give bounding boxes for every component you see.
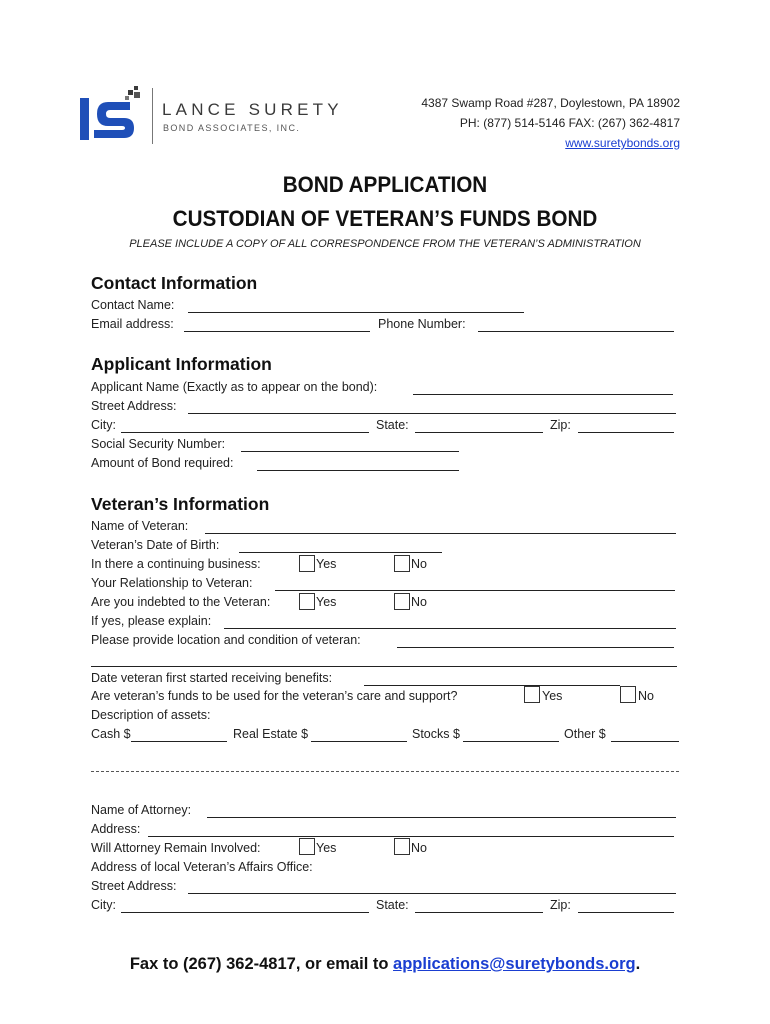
footer-period: . — [635, 955, 641, 973]
contact-name-label: Contact Name: — [91, 298, 175, 312]
footer-text: Fax to (267) 362-4817, or email to — [129, 955, 394, 973]
lance-surety-logo — [80, 86, 142, 144]
veteran-dob-field[interactable] — [239, 539, 442, 553]
form-instruction: PLEASE INCLUDE A COPY OF ALL CORRESPONDENCE FROM THE VETERAN’S ADMINISTRATION — [129, 238, 641, 250]
continuing-business-yes-label: Yes — [316, 557, 337, 571]
applicant-state-label: State: — [376, 418, 409, 432]
funds-care-no-checkbox[interactable] — [620, 686, 636, 703]
bond-amount-field[interactable] — [257, 457, 459, 471]
attorney-involved-no-checkbox[interactable] — [394, 838, 410, 855]
company-subtitle: BOND ASSOCIATES, INC. — [163, 123, 301, 133]
va-zip-field[interactable] — [578, 899, 674, 913]
company-phone-fax: PH: (877) 514-5146 FAX: (267) 362-4817 — [459, 116, 680, 130]
stocks-label: Stocks $ — [412, 727, 460, 741]
ssn-field[interactable] — [241, 438, 459, 452]
explain-label: If yes, please explain: — [91, 614, 212, 628]
va-street-label: Street Address: — [91, 879, 177, 893]
va-city-field[interactable] — [121, 899, 369, 913]
va-street-field[interactable] — [188, 880, 676, 894]
funds-care-yes-label: Yes — [542, 689, 563, 703]
continuing-business-no-checkbox[interactable] — [394, 555, 410, 572]
attorney-involved-yes-label: Yes — [316, 841, 337, 855]
applicant-zip-label: Zip: — [550, 418, 571, 432]
va-state-label: State: — [376, 898, 409, 912]
contact-section-heading: Contact Information — [91, 273, 258, 293]
cash-field[interactable] — [131, 728, 227, 742]
relationship-label: Your Relationship to Veteran: — [91, 576, 253, 590]
contact-name-field[interactable] — [188, 299, 524, 313]
continuing-business-no-label: No — [411, 557, 427, 571]
location-condition-field-line2[interactable] — [91, 653, 677, 667]
applicant-section-heading: Applicant Information — [91, 354, 272, 374]
form-subtitle-bond-type: CUSTODIAN OF VETERAN’S FUNDS BOND — [172, 206, 598, 231]
footer-instruction — [0, 955, 770, 974]
veteran-section-heading: Veteran’s Information — [91, 494, 270, 514]
location-condition-field[interactable] — [397, 634, 674, 648]
va-state-field[interactable] — [415, 899, 543, 913]
email-field[interactable] — [184, 318, 370, 332]
applicant-zip-field[interactable] — [578, 419, 674, 433]
section-separator — [91, 771, 679, 772]
va-city-label: City: — [91, 898, 116, 912]
logo-divider — [152, 88, 153, 144]
funds-care-yes-checkbox[interactable] — [524, 686, 540, 703]
explain-field[interactable] — [224, 615, 676, 629]
indebted-no-label: No — [411, 595, 427, 609]
continuing-business-label: In there a continuing business: — [91, 557, 261, 571]
applicant-name-field[interactable] — [413, 381, 673, 395]
cash-label: Cash $ — [91, 727, 131, 741]
location-condition-label: Please provide location and condition of veteran: — [91, 633, 361, 647]
applicant-state-field[interactable] — [415, 419, 543, 433]
va-zip-label: Zip: — [550, 898, 571, 912]
footer-email-link[interactable]: applications@suretybonds.org — [393, 955, 636, 973]
veteran-name-field[interactable] — [205, 520, 676, 534]
applicant-city-label: City: — [91, 418, 116, 432]
veteran-dob-label: Veteran’s Date of Birth: — [91, 538, 220, 552]
bond-amount-label: Amount of Bond required: — [91, 456, 234, 470]
company-address: 4387 Swamp Road #287, Doylestown, PA 18902 — [421, 96, 680, 110]
veteran-name-label: Name of Veteran: — [91, 519, 189, 533]
company-website-link[interactable]: www.suretybonds.org — [565, 136, 680, 150]
continuing-business-yes-checkbox[interactable] — [299, 555, 315, 572]
funds-care-label: Are veteran’s funds to be used for the veteran’s care and support? — [91, 689, 458, 703]
applicant-street-label: Street Address: — [91, 399, 177, 413]
phone-label: Phone Number: — [378, 317, 466, 331]
other-field[interactable] — [611, 728, 679, 742]
ssn-label: Social Security Number: — [91, 437, 226, 451]
real-estate-label: Real Estate $ — [233, 727, 309, 741]
applicant-city-field[interactable] — [121, 419, 369, 433]
applicant-name-label: Applicant Name (Exactly as to appear on the bond): — [91, 380, 378, 394]
attorney-involved-yes-checkbox[interactable] — [299, 838, 315, 855]
indebted-no-checkbox[interactable] — [394, 593, 410, 610]
attorney-involved-label: Will Attorney Remain Involved: — [91, 841, 261, 855]
company-name: LANCE SURETY — [162, 100, 343, 119]
email-label: Email address: — [91, 317, 174, 331]
other-label: Other $ — [564, 727, 606, 741]
applicant-street-field[interactable] — [188, 400, 676, 414]
relationship-field[interactable] — [275, 577, 675, 591]
attorney-name-label: Name of Attorney: — [91, 803, 192, 817]
benefits-start-field[interactable] — [364, 672, 620, 686]
phone-field[interactable] — [478, 318, 674, 332]
indebted-yes-label: Yes — [316, 595, 337, 609]
benefits-start-label: Date veteran first started receiving benefits: — [91, 671, 333, 685]
attorney-name-field[interactable] — [207, 804, 676, 818]
assets-label: Description of assets: — [91, 708, 211, 722]
indebted-yes-checkbox[interactable] — [299, 593, 315, 610]
attorney-address-label: Address: — [91, 822, 141, 836]
real-estate-field[interactable] — [311, 728, 407, 742]
attorney-address-field[interactable] — [148, 823, 674, 837]
stocks-field[interactable] — [463, 728, 559, 742]
funds-care-no-label: No — [638, 689, 654, 703]
va-office-label: Address of local Veteran’s Affairs Office: — [91, 860, 313, 874]
attorney-involved-no-label: No — [411, 841, 427, 855]
form-title: BOND APPLICATION — [282, 172, 488, 197]
indebted-label: Are you indebted to the Veteran: — [91, 595, 271, 609]
